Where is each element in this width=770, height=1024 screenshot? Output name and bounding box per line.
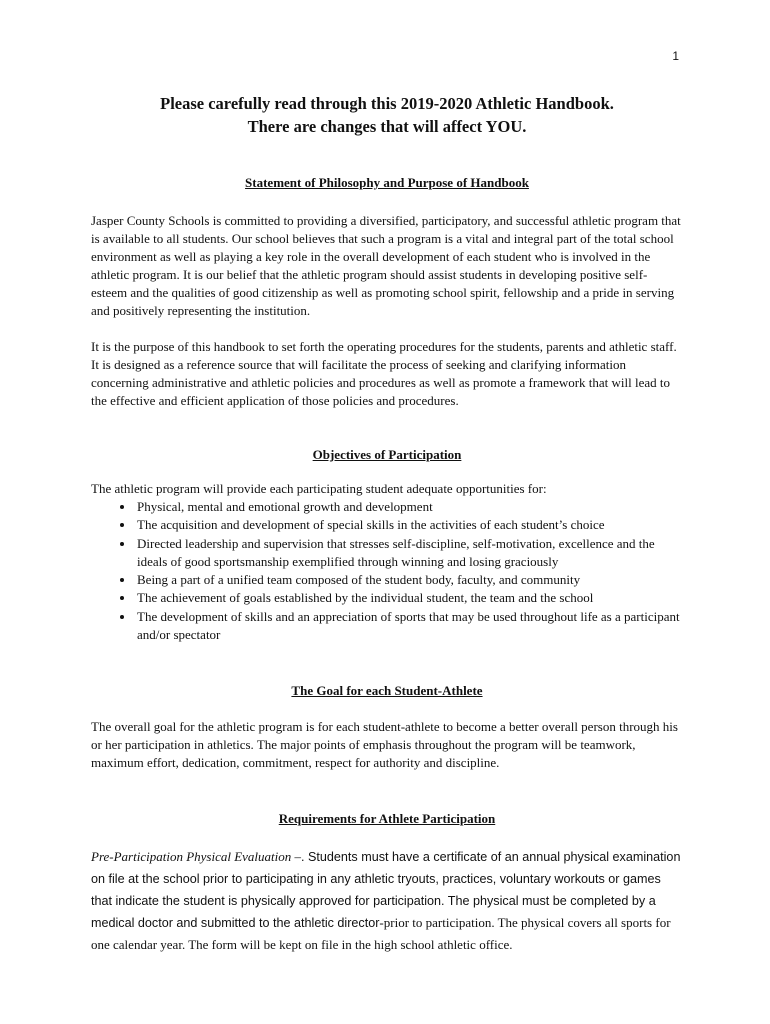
document-body [91,92,683,955]
section-heading-objectives: Objectives of Participation [312,447,462,462]
physical-evaluation-text-b: -prior to participation. The physical covers all sports for one calendar year. The form will be kept on file in the high school athletic office. [91,915,671,953]
purpose-paragraph: It is the purpose of this handbook to set forth the operating procedures for the students, parents and athletic staff. It is designed as a reference source that will facilitate the process of seeking and clarifying information concerning administrative and athletic policies and procedures as well as promote a framework that will lead to the effective and efficient application of those policies and procedures. [91,339,677,408]
goal-paragraph: The overall goal for the athletic program is for each student-athlete to become a better overall person through his or her participation in athletics. The major points of emphasis throughout the program will be teamwork, maximum effort, dedication, commitment, respect for authority and discipline. [91,719,678,771]
title-line-1: Please carefully read through this 2019-2020 Athletic Handbook. [160,94,614,113]
list-item: • The achievement of goals established by the individual student, the team and the school [135,589,683,607]
document-title [91,92,683,138]
philosophy-paragraph: Jasper County Schools is committed to providing a diversified, participatory, and successful athletic program that is available to all students. Our school believes that such a program is a vital and integral part of the total school environment as well as playing a key role in the overall development of each student who is involved in the athletic program. It is our belief that the athletic program should assist students in developing positive self-esteem and the qualities of good citizenship as well as promoting school spirit, fellowship and a pride in serving and positively representing the institution. [91,213,681,318]
list-item: • The acquisition and development of special skills in the activities of each student’s choice [135,516,683,534]
list-item: • Being a part of a unified team composed of the student body, faculty, and community [135,571,683,589]
section-heading-goal: The Goal for each Student-Athlete [291,683,483,699]
section-heading-philosophy: Statement of Philosophy and Purpose of Handbook [245,175,529,190]
section-heading-requirements: Requirements for Athlete Participation [278,811,496,827]
title-line-2: There are changes that will affect YOU. [247,117,527,136]
list-item: • Directed leadership and supervision that stresses self-discipline, self-motivation, excellence and the ideals of good sportsmanship exemplified through winning and losing graciously [135,535,683,572]
objectives-intro: The athletic program will provide each participating student adequate opportunities for: [91,481,547,496]
list-item: • Physical, mental and emotional growth and development [135,498,683,516]
list-item: • The development of skills and an appreciation of sports that may be used throughout life as a participant and/or spectator [135,608,683,645]
objectives-list [91,498,683,644]
page-number: 1 [672,49,679,63]
physical-evaluation-text-a: . Students must have a certificate of an annual physical examination on file at the school prior to participating in any athletic tryouts, practices, voluntary workouts or games that indicate the student is physically approved for participation. The physical must be completed by a medical doctor and submitted to the athletic director [91,850,681,931]
physical-evaluation-paragraph [91,846,683,955]
requirements-block [91,846,683,955]
physical-evaluation-lead: Pre-Participation Physical Evaluation – [91,849,302,865]
